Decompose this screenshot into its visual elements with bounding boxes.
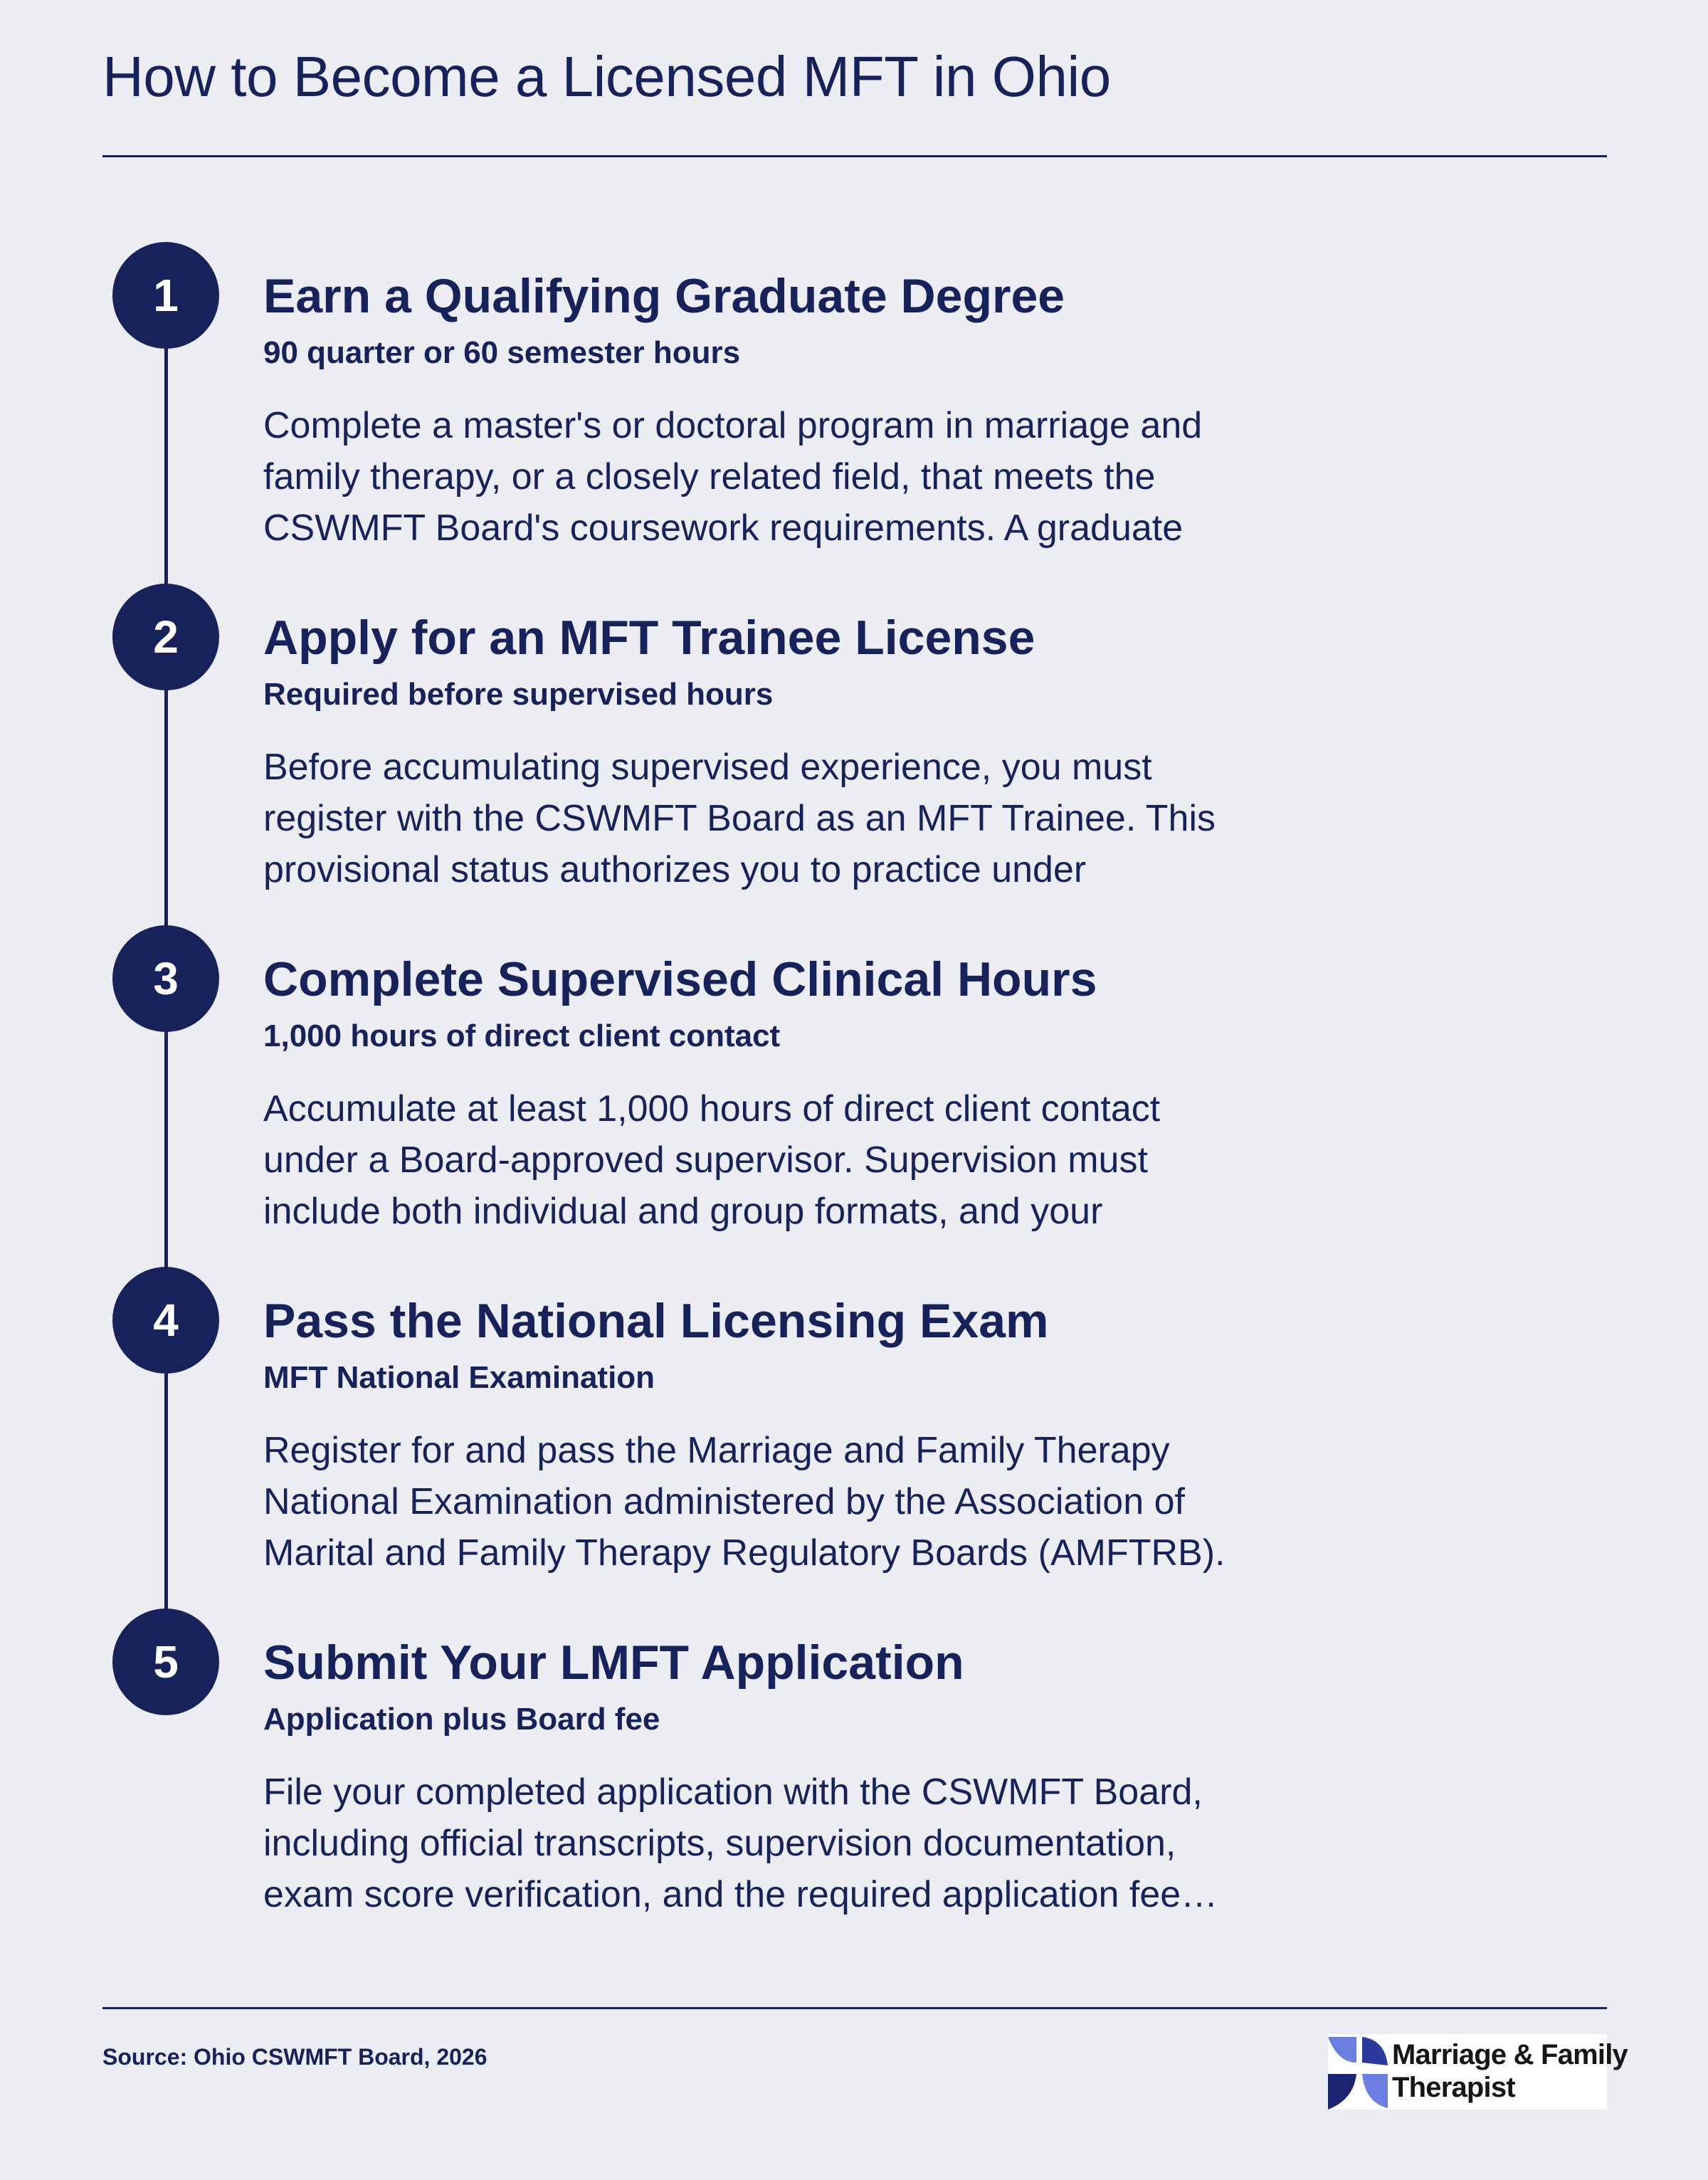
step-title: Earn a Qualifying Graduate Degree: [263, 269, 1065, 323]
step-description-line: family therapy, or a closely related field, that meets the: [263, 456, 1156, 497]
step-description: [263, 1425, 1374, 1579]
footer-divider: [102, 2007, 1607, 2009]
logo-wordmark: [1392, 2038, 1628, 2104]
step-title: Complete Supervised Clinical Hours: [263, 952, 1097, 1006]
step-description-line: including official transcripts, supervision documentation,: [263, 1823, 1176, 1864]
step-description-line: provisional status authorizes you to practice under: [263, 849, 1087, 890]
step-description: [263, 742, 1374, 895]
logo-line-2: Therapist: [1392, 2072, 1515, 2103]
step-number-badge: 2: [112, 584, 219, 690]
step-subtitle: 1,000 hours of direct client contact: [263, 1018, 781, 1053]
step-description-line: Accumulate at least 1,000 hours of direct client contact: [263, 1088, 1161, 1130]
step-number-badge: 1: [112, 242, 219, 349]
step-description-line: CSWMFT Board's coursework requirements. A graduate: [263, 507, 1184, 549]
step-title: Pass the National Licensing Exam: [263, 1294, 1049, 1348]
step-description-line: exam score verification, and the required application fee…: [263, 1874, 1218, 1915]
step-description-line: File your completed application with the CSWMFT Board,: [263, 1771, 1203, 1813]
step-number-badge: 5: [112, 1608, 219, 1715]
step-subtitle: 90 quarter or 60 semester hours: [263, 335, 741, 370]
step-description-line: Marital and Family Therapy Regulatory Boards (AMFTRB).: [263, 1532, 1225, 1574]
step-description: [263, 400, 1374, 554]
step-description: [263, 1766, 1374, 1920]
step-description-line: include both individual and group formats, and your: [263, 1191, 1103, 1232]
step-title: Submit Your LMFT Application: [263, 1636, 964, 1690]
source-citation: Source: Ohio CSWMFT Board, 2026: [102, 2044, 487, 2070]
logo-line-1: Marriage & Family: [1392, 2039, 1628, 2070]
step-subtitle: Required before supervised hours: [263, 677, 774, 712]
step-description-line: National Examination administered by the Association of: [263, 1481, 1185, 1522]
header-divider: [102, 155, 1607, 157]
step-description-line: register with the CSWMFT Board as an MFT Trainee. This: [263, 798, 1216, 839]
step-subtitle: Application plus Board fee: [263, 1702, 660, 1737]
step-description-line: Complete a master's or doctoral program in marriage and: [263, 405, 1203, 446]
page-title: How to Become a Licensed MFT in Ohio: [102, 45, 1111, 108]
step-description: [263, 1083, 1374, 1237]
step-title: Apply for an MFT Trainee License: [263, 611, 1035, 665]
step-subtitle: MFT National Examination: [263, 1360, 655, 1395]
brand-logo[interactable]: [1328, 2034, 1628, 2110]
step-description-line: under a Board-approved supervisor. Supervision must: [263, 1139, 1148, 1181]
step-description-line: Before accumulating supervised experience, you must: [263, 747, 1152, 788]
step-number-badge: 4: [112, 1267, 219, 1374]
step-description-line: Register for and pass the Marriage and Family Therapy: [263, 1430, 1170, 1471]
step-number-badge: 3: [112, 925, 219, 1032]
marriage-family-therapist-logo-icon: [1328, 2034, 1391, 2110]
